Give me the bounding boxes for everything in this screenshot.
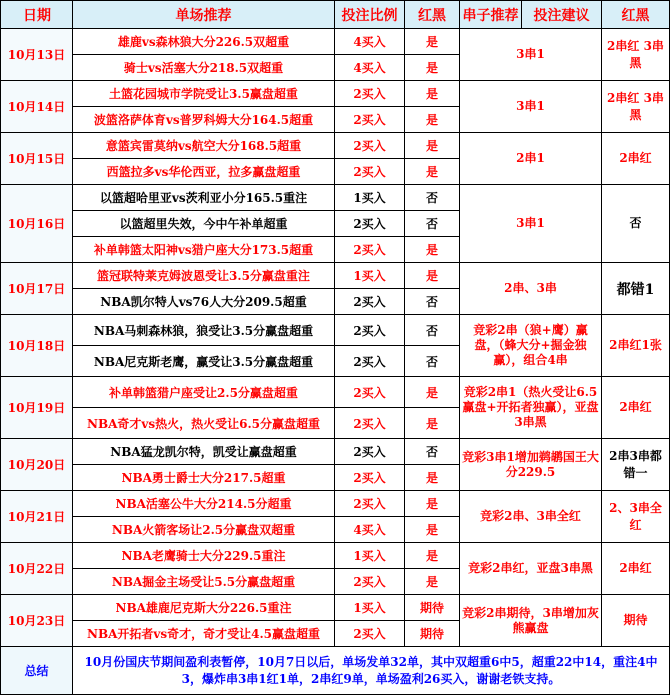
- header-result: 红黑: [405, 1, 460, 29]
- match-cell: 补单韩篮太阳神vs猎户座大分173.5超重: [73, 237, 335, 263]
- summary-text: 10月份国庆节期间盈利表暂停，10月7日以后，单场发单32单，其中双超重6中5，超重22中14，重注4中3，爆炸串3串1红1单，2串红9单，单场盈利26买入，谢谢老铁支持。: [73, 647, 670, 695]
- ratio-cell: 1买入: [335, 595, 405, 621]
- combo-cell: 2串、3串: [460, 263, 602, 315]
- combo-cell: 3串1: [460, 29, 602, 81]
- date-cell: 10月19日: [1, 377, 73, 439]
- result-cell: 是: [405, 569, 460, 595]
- match-cell: 篮冠联特莱克姆波恩受让3.5分赢盘重注: [73, 263, 335, 289]
- result-cell: 是: [405, 263, 460, 289]
- table-row: [1, 133, 670, 159]
- combo-result-cell: 2串红: [602, 133, 670, 185]
- match-cell: NBA马刺森林狼，狼受让3.5分赢盘超重: [73, 315, 335, 346]
- ratio-cell: 2买入: [335, 315, 405, 346]
- table-row: [1, 491, 670, 517]
- combo-result-cell: 2串红: [602, 543, 670, 595]
- header-advice: 投注建议: [522, 1, 602, 29]
- result-cell: 是: [405, 107, 460, 133]
- combo-result-cell: 否: [602, 185, 670, 263]
- match-cell: 土篮花园城市学院受让3.5赢盘超重: [73, 81, 335, 107]
- ratio-cell: 1买入: [335, 263, 405, 289]
- result-cell: 是: [405, 377, 460, 408]
- result-cell: 是: [405, 408, 460, 439]
- match-cell: NBA凯尔特人vs76人大分209.5超重: [73, 289, 335, 315]
- match-cell: NBA雄鹿尼克斯大分226.5重注: [73, 595, 335, 621]
- table-row: [1, 29, 670, 55]
- ratio-cell: 4买入: [335, 29, 405, 55]
- header-row: [1, 1, 670, 29]
- result-cell: 期待: [405, 621, 460, 647]
- match-cell: 西篮拉多vs华伦西亚，拉多赢盘超重: [73, 159, 335, 185]
- date-cell: 10月13日: [1, 29, 73, 81]
- ratio-cell: 1买入: [335, 185, 405, 211]
- ratio-cell: 2买入: [335, 621, 405, 647]
- header-date: 日期: [1, 1, 73, 29]
- combo-result-cell: 期待: [602, 595, 670, 647]
- combo-result-cell: 都错1: [602, 263, 670, 315]
- match-cell: 雄鹿vs森林狼大分226.5双超重: [73, 29, 335, 55]
- summary-label: 总结: [1, 647, 73, 695]
- match-cell: 以篮超哈里亚vs茨利亚小分165.5重注: [73, 185, 335, 211]
- result-cell: 是: [405, 133, 460, 159]
- combo-result-cell: 2串红: [602, 377, 670, 439]
- ratio-cell: 2买入: [335, 107, 405, 133]
- combo-cell: 竞彩2串期待，3串增加灰熊赢盘: [460, 595, 602, 647]
- ratio-cell: 2买入: [335, 133, 405, 159]
- ratio-cell: 2买入: [335, 491, 405, 517]
- combo-cell: 3串1: [460, 185, 602, 263]
- date-cell: 10月16日: [1, 185, 73, 263]
- date-cell: 10月17日: [1, 263, 73, 315]
- match-cell: NBA勇士爵士大分217.5超重: [73, 465, 335, 491]
- match-cell: 意篮宾雷莫纳vs航空大分168.5超重: [73, 133, 335, 159]
- combo-cell: 竞彩3串1增加鹈鹕国王大分229.5: [460, 439, 602, 491]
- ratio-cell: 2买入: [335, 159, 405, 185]
- ratio-cell: 2买入: [335, 211, 405, 237]
- combo-result-cell: 2、3串全红: [602, 491, 670, 543]
- table-row: [1, 543, 670, 569]
- result-cell: 是: [405, 81, 460, 107]
- combo-result-cell: 2串红 3串黑: [602, 29, 670, 81]
- result-cell: 是: [405, 29, 460, 55]
- combo-result-cell: 2串3串都错一: [602, 439, 670, 491]
- match-cell: NBA老鹰骑士大分229.5重注: [73, 543, 335, 569]
- header-combo: 串子推荐: [460, 1, 522, 29]
- ratio-cell: 4买入: [335, 55, 405, 81]
- match-cell: 以篮超里失效，今中午补单超重: [73, 211, 335, 237]
- summary-row: [1, 647, 670, 695]
- table-row: [1, 315, 670, 346]
- result-cell: 是: [405, 491, 460, 517]
- result-cell: 期待: [405, 595, 460, 621]
- combo-cell: 2串1: [460, 133, 602, 185]
- result-cell: 否: [405, 346, 460, 377]
- ratio-cell: 2买入: [335, 346, 405, 377]
- combo-result-cell: 2串红1张: [602, 315, 670, 377]
- ratio-cell: 2买入: [335, 439, 405, 465]
- table-row: [1, 595, 670, 621]
- ratio-cell: 2买入: [335, 408, 405, 439]
- result-cell: 否: [405, 211, 460, 237]
- date-cell: 10月20日: [1, 439, 73, 491]
- match-cell: NBA掘金主场受让5.5分赢盘超重: [73, 569, 335, 595]
- header-match: 单场推荐: [73, 1, 335, 29]
- ratio-cell: 2买入: [335, 237, 405, 263]
- table-row: [1, 185, 670, 211]
- header-combo-result: 红黑: [602, 1, 670, 29]
- date-cell: 10月23日: [1, 595, 73, 647]
- combo-result-cell: 2串红 3串黑: [602, 81, 670, 133]
- match-cell: 补单韩篮猎户座受让2.5分赢盘超重: [73, 377, 335, 408]
- match-cell: 骑士vs活塞大分218.5双超重: [73, 55, 335, 81]
- result-cell: 否: [405, 439, 460, 465]
- ratio-cell: 2买入: [335, 465, 405, 491]
- result-cell: 否: [405, 289, 460, 315]
- table-row: [1, 81, 670, 107]
- date-cell: 10月15日: [1, 133, 73, 185]
- combo-cell: 竞彩2串1（热火受让6.5赢盘+开拓者独赢），亚盘3串黑: [460, 377, 602, 439]
- ratio-cell: 2买入: [335, 569, 405, 595]
- ratio-cell: 4买入: [335, 517, 405, 543]
- ratio-cell: 2买入: [335, 377, 405, 408]
- match-cell: NBA奇才vs热火，热火受让6.5分赢盘超重: [73, 408, 335, 439]
- combo-cell: 竞彩2串（狼+鹰）赢盘，（蜂大分+掘金独赢），组合4串: [460, 315, 602, 377]
- combo-cell: 3串1: [460, 81, 602, 133]
- result-cell: 是: [405, 55, 460, 81]
- date-cell: 10月22日: [1, 543, 73, 595]
- match-cell: 波篮洛萨体育vs普罗科姆大分164.5超重: [73, 107, 335, 133]
- result-cell: 是: [405, 159, 460, 185]
- match-cell: NBA开拓者vs奇才，奇才受让4.5赢盘超重: [73, 621, 335, 647]
- match-cell: NBA火箭客场让2.5分赢盘双超重: [73, 517, 335, 543]
- match-cell: NBA猛龙凯尔特，凯受让赢盘超重: [73, 439, 335, 465]
- result-cell: 是: [405, 237, 460, 263]
- result-cell: 否: [405, 315, 460, 346]
- match-cell: NBA尼克斯老鹰，赢受让3.5分赢盘超重: [73, 346, 335, 377]
- result-cell: 否: [405, 185, 460, 211]
- result-cell: 是: [405, 465, 460, 491]
- combo-cell: 竞彩2串、3串全红: [460, 491, 602, 543]
- date-cell: 10月18日: [1, 315, 73, 377]
- result-cell: 是: [405, 517, 460, 543]
- header-ratio: 投注比例: [335, 1, 405, 29]
- date-cell: 10月21日: [1, 491, 73, 543]
- ratio-cell: 2买入: [335, 289, 405, 315]
- combo-cell: 竞彩2串红，亚盘3串黑: [460, 543, 602, 595]
- table-row: [1, 377, 670, 408]
- table-row: [1, 263, 670, 289]
- ratio-cell: 1买入: [335, 543, 405, 569]
- result-cell: 是: [405, 543, 460, 569]
- date-cell: 10月14日: [1, 81, 73, 133]
- table-row: [1, 439, 670, 465]
- match-cell: NBA活塞公牛大分214.5分超重: [73, 491, 335, 517]
- ratio-cell: 2买入: [335, 81, 405, 107]
